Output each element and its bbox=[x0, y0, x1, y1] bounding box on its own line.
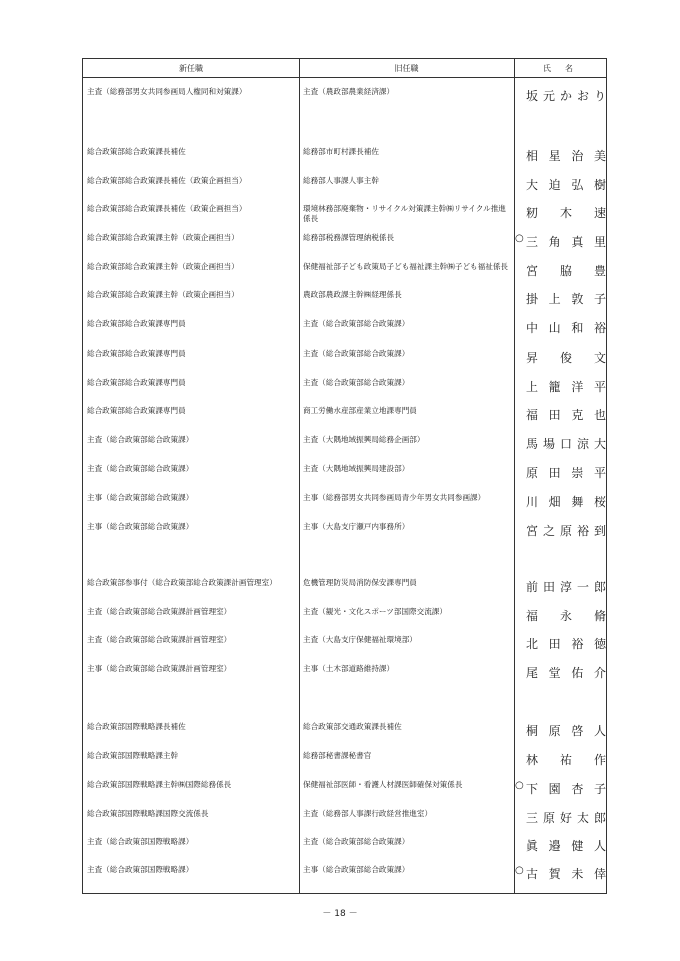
name-cell: 坂 元 か お り bbox=[526, 89, 606, 103]
old-position-cell: 環境林務部廃棄物・リサイクル対策課主幹㈱リサイクル推進係長 bbox=[303, 204, 506, 223]
table-row bbox=[83, 87, 606, 115]
name-cell: 大 迫 弘 樹 bbox=[526, 178, 606, 192]
table-row bbox=[83, 607, 606, 635]
name-cell: 上 籠 洋 平 bbox=[526, 380, 606, 394]
name-cell: 福 田 克 也 bbox=[526, 408, 606, 422]
new-position-cell: 総合政策部総合政策課長補佐 bbox=[87, 147, 186, 156]
new-position-cell: 主査（総合政策部総合政策課） bbox=[87, 435, 194, 444]
old-position-cell: 主事（総合政策部総合政策課） bbox=[303, 865, 410, 874]
table-row bbox=[83, 233, 606, 261]
name-cell: 原 田 崇 平 bbox=[526, 466, 606, 480]
name-cell: 昇 俊 文 bbox=[526, 351, 606, 365]
name-cell: 林 祐 作 bbox=[526, 753, 606, 767]
new-position-cell: 総合政策部総合政策課主幹（政策企画担当） bbox=[87, 262, 239, 271]
new-position-cell: 総合政策部総合政策課専門員 bbox=[87, 349, 186, 358]
personnel-table bbox=[82, 58, 607, 894]
table-row bbox=[83, 837, 606, 865]
new-position-cell: 総合政策部国際戦略課国際交流係長 bbox=[87, 809, 209, 818]
table-row bbox=[83, 865, 606, 893]
old-position-cell: 主査（総合政策部総合政策課） bbox=[303, 349, 410, 358]
new-position-cell: 主査（総務部男女共同参画局人権同和対策課） bbox=[87, 87, 247, 96]
header-name: 氏名 bbox=[543, 64, 587, 73]
name-cell: 馬 場 口 涼 大 bbox=[526, 437, 606, 451]
old-position-cell: 危機管理防災局消防保安課専門員 bbox=[303, 578, 417, 587]
old-position-cell: 主事（総務部男女共同参画局青少年男女共同参画課） bbox=[303, 493, 486, 502]
old-position-cell: 主査（総務部人事課行政経営推進室） bbox=[303, 809, 433, 818]
name-cell: 眞 邉 健 人 bbox=[526, 839, 606, 853]
header-old-position: 旧任職 bbox=[394, 64, 419, 73]
table-row bbox=[83, 578, 606, 606]
table-row bbox=[83, 378, 606, 406]
table-row bbox=[83, 751, 606, 779]
new-position-cell: 総合政策部参事付（総合政策部総合政策課計画管理室） bbox=[87, 578, 277, 587]
name-cell: 川 畑 舞 桜 bbox=[526, 495, 606, 509]
new-position-cell: 総合政策部総合政策課専門員 bbox=[87, 378, 186, 387]
name-cell: 相 星 治 美 bbox=[526, 149, 606, 163]
old-position-cell: 主査（大隅地域振興局総務企画部） bbox=[303, 435, 425, 444]
new-position-cell: 主事（総合政策部総合政策課） bbox=[87, 522, 194, 531]
old-position-cell: 農政部農政課主幹㈱経理係長 bbox=[303, 290, 402, 299]
name-cell: 前 田 淳 一 郎 bbox=[526, 580, 606, 594]
old-position-cell: 総務部人事課人事主幹 bbox=[303, 176, 379, 185]
new-position-cell: 総合政策部総合政策課主幹（政策企画担当） bbox=[87, 290, 239, 299]
table-row bbox=[83, 176, 606, 204]
name-cell: 宮 脇 豊 bbox=[526, 264, 606, 278]
name-cell: 三 原 好 太 郎 bbox=[526, 811, 606, 825]
table-row bbox=[83, 435, 606, 463]
new-position-cell: 主事（総合政策部総合政策課） bbox=[87, 493, 194, 502]
mark-cell: ○ bbox=[515, 233, 524, 244]
mark-cell: ○ bbox=[515, 780, 524, 791]
new-position-cell: 総合政策部総合政策課専門員 bbox=[87, 406, 186, 415]
old-position-cell: 総合政策部交通政策課長補佐 bbox=[303, 722, 402, 731]
new-position-cell: 総合政策部国際戦略課主幹 bbox=[87, 751, 179, 760]
table-row bbox=[83, 722, 606, 750]
name-cell: 籾 木 速 bbox=[526, 206, 606, 220]
mark-cell: ○ bbox=[515, 865, 524, 876]
table-row bbox=[83, 780, 606, 808]
old-position-cell: 保健福祉部子ども政策局子ども福祉課主幹㈱子ども福祉係長 bbox=[303, 262, 509, 271]
table-row bbox=[83, 493, 606, 521]
table-row bbox=[83, 319, 606, 347]
new-position-cell: 主事（総合政策部総合政策課計画管理室） bbox=[87, 664, 232, 673]
table-header bbox=[83, 59, 606, 78]
old-position-cell: 総務部税務課管理納税係長 bbox=[303, 233, 395, 242]
table-row bbox=[83, 204, 606, 232]
name-cell: 北 田 裕 徳 bbox=[526, 637, 606, 651]
name-cell: 福 永 脩 bbox=[526, 609, 606, 623]
old-position-cell: 総務部市町村課長補佐 bbox=[303, 147, 379, 156]
new-position-cell: 主査（総合政策部国際戦略課） bbox=[87, 865, 194, 874]
new-position-cell: 主査（総合政策部国際戦略課） bbox=[87, 837, 194, 846]
table-row bbox=[83, 635, 606, 663]
old-position-cell: 主査（観光・文化スポーツ部国際交流課） bbox=[303, 607, 447, 616]
table-row bbox=[83, 809, 606, 837]
old-position-cell: 主査（総合政策部総合政策課） bbox=[303, 837, 410, 846]
name-cell: 三 角 真 里 bbox=[526, 235, 606, 249]
old-position-cell: 主事（土木部道路維持課） bbox=[303, 664, 395, 673]
old-position-cell: 主査（大隅地域振興局建設部） bbox=[303, 464, 410, 473]
old-position-cell: 主事（大島支庁瀬戸内事務所） bbox=[303, 522, 410, 531]
name-cell: 下 園 杏 子 bbox=[526, 782, 606, 796]
table-row bbox=[83, 290, 606, 318]
old-position-cell: 主査（総合政策部総合政策課） bbox=[303, 319, 410, 328]
old-position-cell: 主査（総合政策部総合政策課） bbox=[303, 378, 410, 387]
table-row bbox=[83, 664, 606, 692]
table-row bbox=[83, 262, 606, 290]
name-cell: 掛 上 敦 子 bbox=[526, 292, 606, 306]
name-cell: 中 山 和 裕 bbox=[526, 321, 606, 335]
name-cell: 宮 之 原 裕 到 bbox=[526, 524, 606, 538]
table-row bbox=[83, 522, 606, 550]
table-row bbox=[83, 147, 606, 175]
name-cell: 尾 堂 佑 介 bbox=[526, 666, 606, 680]
old-position-cell: 商工労働水産部産業立地課専門員 bbox=[303, 406, 417, 415]
new-position-cell: 総合政策部国際戦略課主幹㈱国際総務係長 bbox=[87, 780, 232, 789]
new-position-cell: 総合政策部総合政策課長補佐（政策企画担当） bbox=[87, 204, 247, 213]
new-position-cell: 主査（総合政策部総合政策課） bbox=[87, 464, 194, 473]
new-position-cell: 総合政策部総合政策課長補佐（政策企画担当） bbox=[87, 176, 247, 185]
old-position-cell: 保健福祉部医師・看護人材課医師確保対策係長 bbox=[303, 780, 463, 789]
name-cell: 桐 原 啓 人 bbox=[526, 724, 606, 738]
new-position-cell: 総合政策部国際戦略課長補佐 bbox=[87, 722, 186, 731]
new-position-cell: 主査（総合政策部総合政策課計画管理室） bbox=[87, 607, 232, 616]
page-number: － 18 － bbox=[322, 909, 358, 919]
table-row bbox=[83, 406, 606, 434]
header-new-position: 新任職 bbox=[179, 64, 203, 73]
new-position-cell: 総合政策部総合政策課主幹（政策企画担当） bbox=[87, 233, 239, 242]
table-row bbox=[83, 464, 606, 492]
table-row bbox=[83, 349, 606, 377]
new-position-cell: 総合政策部総合政策課専門員 bbox=[87, 319, 186, 328]
name-cell: 古 賀 未 倖 bbox=[526, 867, 606, 881]
new-position-cell: 主査（総合政策部総合政策課計画管理室） bbox=[87, 635, 232, 644]
old-position-cell: 総務部秘書課秘書官 bbox=[303, 751, 372, 760]
old-position-cell: 主査（農政部農業経済課） bbox=[303, 87, 395, 96]
old-position-cell: 主査（大島支庁保健福祉環境部） bbox=[303, 635, 417, 644]
